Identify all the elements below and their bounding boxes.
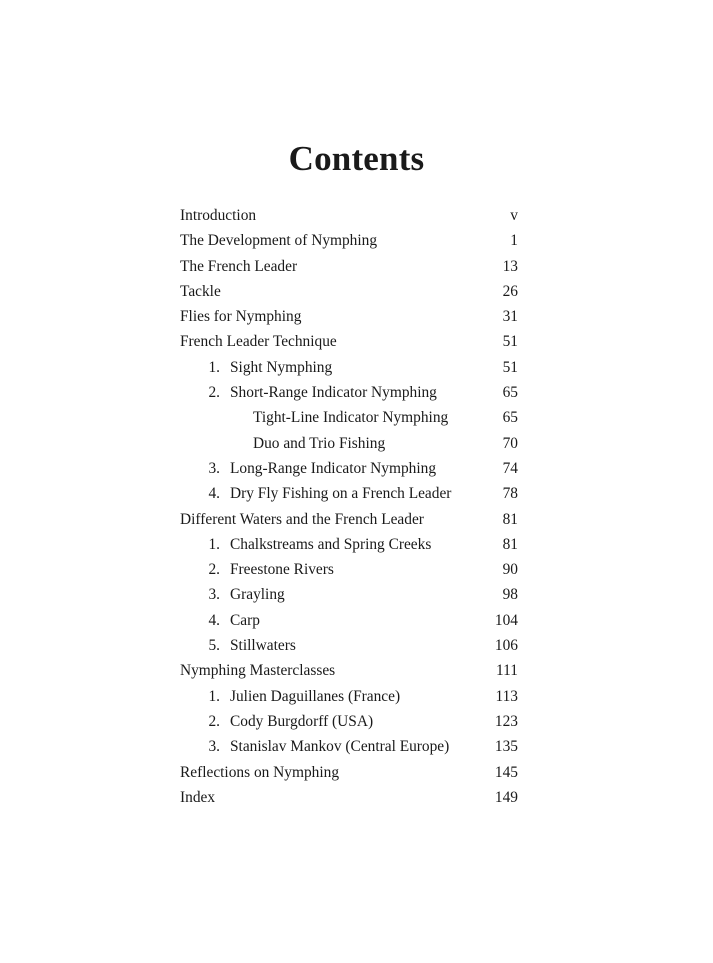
page-title: Contents [288, 139, 425, 178]
toc-entry [180, 304, 518, 329]
toc-entry [180, 456, 518, 481]
toc-entry-title: Carp [230, 611, 260, 629]
toc-entry-page-number: 65 [502, 384, 518, 402]
toc-entry-title: Reflections on Nymphing [180, 763, 340, 781]
toc-entry [180, 329, 518, 354]
toc-entry-page-number: 106 [494, 637, 518, 655]
toc-entry-title: Flies for Nymphing [180, 308, 302, 326]
toc-entry-title: Dry Fly Fishing on a French Leader [230, 485, 452, 503]
toc-entry-title: Chalkstreams and Spring Creeks [230, 535, 432, 553]
toc-entry-title: Stanislav Mankov (Central Europe) [230, 738, 450, 756]
toc-entry [180, 431, 518, 456]
toc-entry-title: The French Leader [180, 257, 298, 275]
toc-entry [180, 760, 518, 785]
toc-entry-title: Different Waters and the French Leader [180, 510, 424, 528]
toc-entry-page-number: 90 [502, 561, 518, 579]
table-of-contents [180, 203, 518, 810]
toc-entry-title: Freestone Rivers [230, 561, 334, 579]
toc-entry-page-number: 104 [494, 611, 518, 629]
toc-entry [180, 734, 518, 759]
toc-entry-page-number: 145 [494, 763, 518, 781]
toc-entry-page-number: 78 [502, 485, 518, 503]
toc-entry [180, 380, 518, 405]
toc-entry-title: Julien Daguillanes (France) [230, 687, 401, 705]
toc-entry-page-number: v [510, 207, 518, 224]
toc-entry-title: French Leader Technique [180, 333, 337, 351]
toc-entry-title: Sight Nymphing [230, 358, 333, 376]
toc-entry-page-number: 123 [494, 712, 518, 730]
toc-entry-number: 2. [208, 561, 220, 579]
toc-entry-title: Stillwaters [230, 637, 296, 655]
toc-entry [180, 228, 518, 253]
toc-entry-number: 3. [208, 459, 220, 477]
toc-entry-number: 2. [208, 384, 220, 402]
toc-entry-page-number: 74 [502, 459, 518, 477]
toc-entry-page-number: 135 [494, 738, 518, 756]
toc-entry-title: Nymphing Masterclasses [180, 662, 336, 680]
toc-entry [180, 582, 518, 607]
toc-entry-number: 5. [208, 637, 220, 655]
toc-entry [180, 481, 518, 506]
toc-entry-number: 3. [208, 586, 220, 604]
toc-entry-page-number: 51 [502, 333, 518, 351]
toc-entry-page-number: 26 [502, 282, 518, 300]
toc-entry-title: Introduction [180, 207, 257, 224]
toc-entry-page-number: 113 [495, 687, 518, 705]
toc-entry-number: 1. [208, 358, 220, 376]
toc-entry-title: Tight-Line Indicator Nymphing [253, 409, 449, 427]
toc-entry-number: 2. [208, 712, 220, 730]
toc-entry-page-number: 81 [502, 535, 518, 553]
toc-entry-page-number: 111 [496, 662, 518, 680]
toc-entry [180, 279, 518, 304]
toc-entry [180, 557, 518, 582]
toc-entry [180, 507, 518, 532]
toc-entry-title: Index [180, 788, 216, 806]
toc-entry-number: 1. [208, 687, 220, 705]
toc-entry-page-number: 51 [502, 358, 518, 376]
toc-entry-page-number: 65 [502, 409, 518, 427]
toc-entry [180, 254, 518, 279]
toc-entry-number: 4. [208, 611, 220, 629]
toc-entry-number: 1. [208, 535, 220, 553]
toc-entry [180, 405, 518, 430]
toc-entry-title: The Development of Nymphing [180, 232, 378, 250]
toc-entry [180, 355, 518, 380]
toc-entry [180, 633, 518, 658]
toc-entry-page-number: 31 [502, 308, 518, 326]
toc-entry-title: Cody Burgdorff (USA) [230, 712, 374, 730]
toc-entry-page-number: 98 [502, 586, 518, 604]
toc-entry [180, 658, 518, 683]
toc-entry-title: Tackle [180, 282, 221, 300]
toc-entry-number: 4. [208, 485, 220, 503]
toc-entry [180, 203, 518, 228]
toc-entry-title: Duo and Trio Fishing [253, 434, 386, 452]
toc-entry [180, 608, 518, 633]
toc-entry-title: Long-Range Indicator Nymphing [230, 459, 437, 477]
toc-entry-number: 3. [208, 738, 220, 756]
toc-entry-page-number: 1 [510, 232, 518, 250]
toc-entry-title: Short-Range Indicator Nymphing [230, 384, 437, 402]
toc-entry-title: Grayling [230, 586, 285, 604]
toc-entry-page-number: 149 [494, 788, 518, 806]
toc-entry [180, 709, 518, 734]
toc-entry [180, 684, 518, 709]
toc-entry [180, 532, 518, 557]
toc-entry-page-number: 81 [502, 510, 518, 528]
toc-entry-page-number: 70 [502, 434, 518, 452]
toc-entry [180, 785, 518, 810]
toc-entry-page-number: 13 [502, 257, 518, 275]
